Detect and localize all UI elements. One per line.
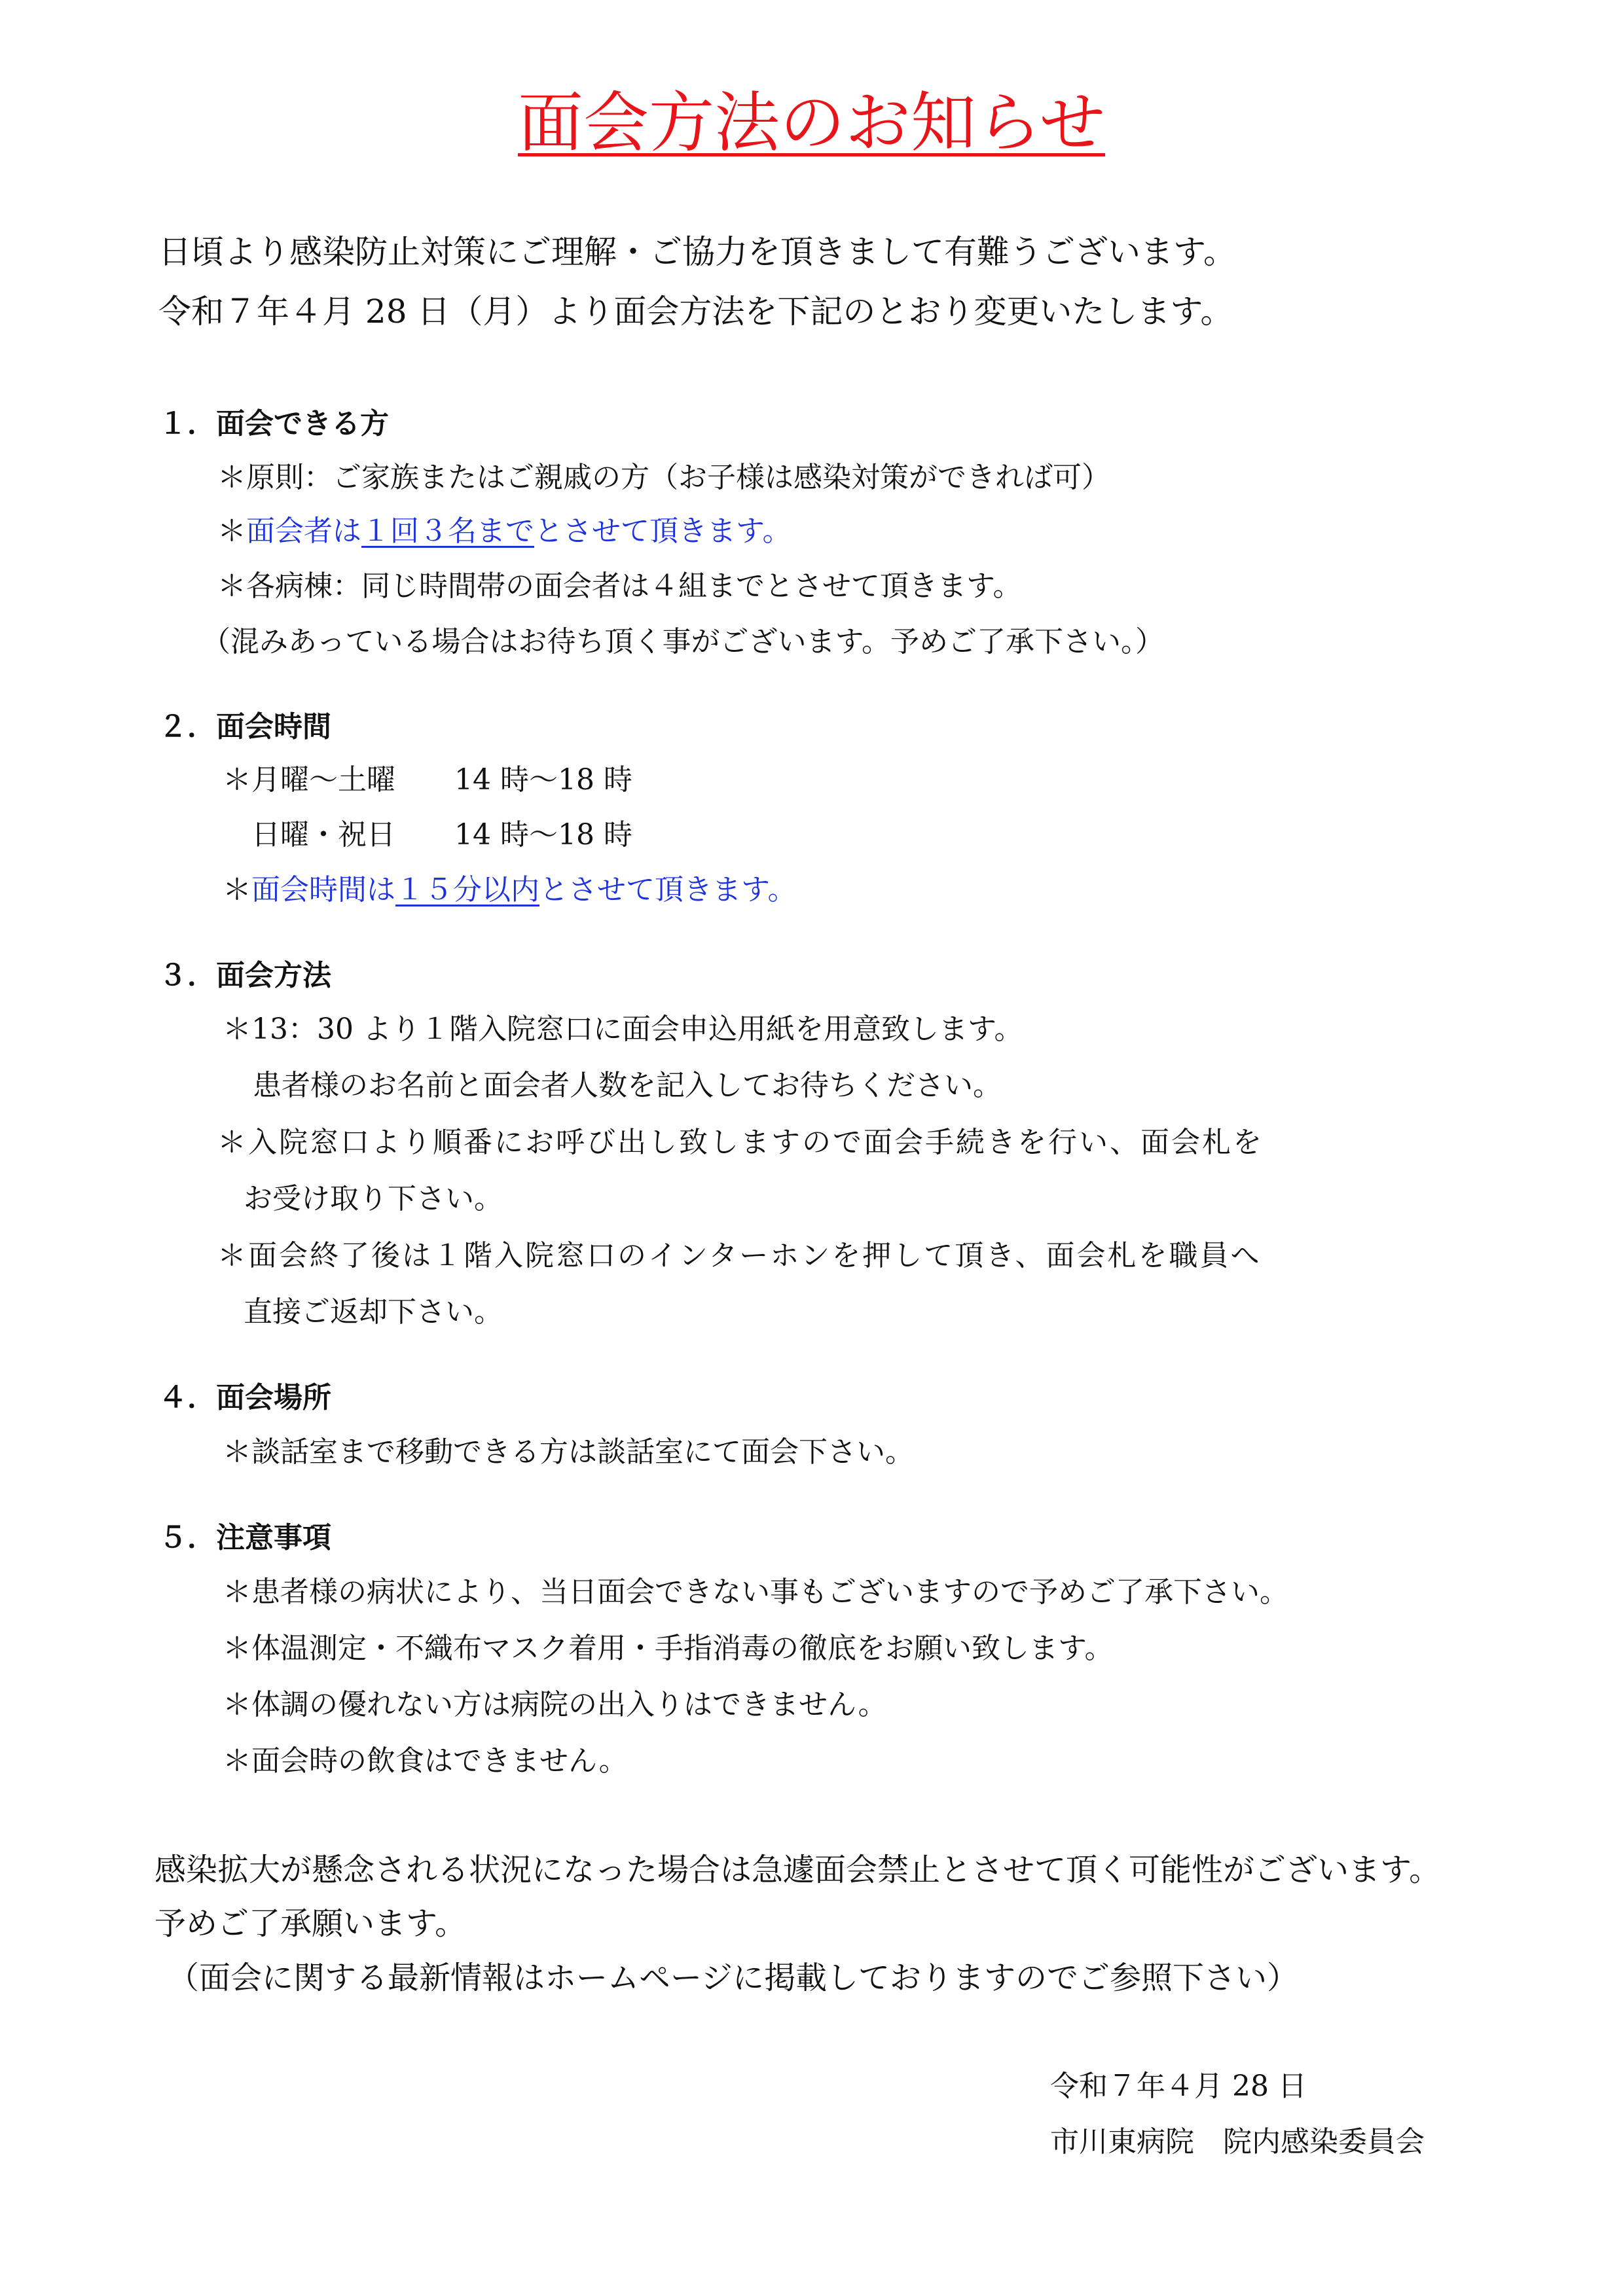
signature-date: 令和７年４月 28 日 xyxy=(1050,2070,1307,2103)
bullet: ＊ xyxy=(223,873,251,906)
section-3-line-2: 患者様のお名前と面会者人数を記入してお待ちください。 xyxy=(253,1069,1002,1102)
section-3-heading: ３．面会方法 xyxy=(158,959,331,992)
section-1-line-2 xyxy=(217,514,791,549)
section-1-line-1: ＊原則：ご家族またはご親戚の方（お子様は感染対策ができれば可） xyxy=(217,461,1110,494)
bullet: ＊ xyxy=(217,514,246,548)
hours-row-weekend xyxy=(251,818,632,853)
section-3-line-1: ＊13：30 より１階入院窓口に面会申込用紙を用意致します。 xyxy=(223,1013,1023,1046)
section-4-heading: ４．面会場所 xyxy=(158,1381,331,1414)
hours-row-weekday xyxy=(223,763,632,798)
section-1-line-4: （混みあっている場合はお待ち頂く事がございます。予めご了承下さい。） xyxy=(202,625,1165,658)
section-5-heading: ５．注意事項 xyxy=(158,1521,331,1554)
section-1-heading: １．面会できる方 xyxy=(158,407,389,440)
page-title-text: 面会方法のお知らせ xyxy=(518,84,1105,161)
section-5-line-2: ＊体温測定・不織布マスク着用・手指消毒の徹底をお願い致します。 xyxy=(223,1632,1114,1665)
section-3-line-3: ＊入院窓口より順番にお呼び出し致しますので面会手続きを行い、面会札を xyxy=(217,1126,1264,1159)
section-5-line-3: ＊体調の優れない方は病院の出入りはできません。 xyxy=(223,1688,887,1721)
weekend-label: 日曜・祝日 xyxy=(251,818,395,852)
weekday-label: ＊月曜〜土曜 xyxy=(223,763,395,797)
closing-line-2: 予めご了承願います。 xyxy=(155,1905,467,1942)
section-4-line-1: ＊談話室まで移動できる方は談話室にて面会下さい。 xyxy=(223,1435,914,1469)
intro-line-1: 日頃より感染防止対策にご理解・ご協力を頂きまして有難うございます。 xyxy=(158,233,1236,271)
section-3-line-4: お受け取り下さい。 xyxy=(244,1182,503,1215)
visitor-limit-suffix: とさせて頂きます。 xyxy=(534,514,792,548)
duration-label: 面会時間は xyxy=(251,873,395,906)
section-3-line-6: 直接ご返却下さい。 xyxy=(244,1295,503,1329)
intro-line-2: 令和７年４月 28 日（月）より面会方法を下記のとおり変更いたします。 xyxy=(158,293,1233,331)
visitor-limit-label: 面会者は xyxy=(246,514,361,548)
section-5-line-4: ＊面会時の飲食はできません。 xyxy=(223,1744,628,1778)
visitor-limit-value: １回３名まで xyxy=(361,514,534,548)
section-2-note xyxy=(223,873,796,908)
section-5-line-1: ＊患者様の病状により、当日面会できない事もございますので予めご了承下さい。 xyxy=(223,1575,1288,1609)
duration-value: １５分以内 xyxy=(395,873,539,906)
closing-line-3: （面会に関する最新情報はホームページに掲載しておりますのでご参照下さい） xyxy=(168,1960,1299,1996)
signature-org: 市川東病院 院内感染委員会 xyxy=(1050,2125,1425,2159)
page-title xyxy=(0,84,1623,162)
section-2-heading: ２．面会時間 xyxy=(158,710,331,744)
duration-suffix: とさせて頂きます。 xyxy=(539,873,797,906)
weekend-hours: 14 時〜18 時 xyxy=(454,818,632,852)
section-1-line-3: ＊各病棟：同じ時間帯の面会者は４組までとさせて頂きます。 xyxy=(217,569,1022,603)
section-3-line-5: ＊面会終了後は１階入院窓口のインターホンを押して頂き、面会札を職員へ xyxy=(217,1239,1262,1272)
weekday-hours: 14 時〜18 時 xyxy=(454,763,632,797)
closing-line-1: 感染拡大が懸念される状況になった場合は急遽面会禁止とさせて頂く可能性がございます。 xyxy=(155,1852,1441,1888)
